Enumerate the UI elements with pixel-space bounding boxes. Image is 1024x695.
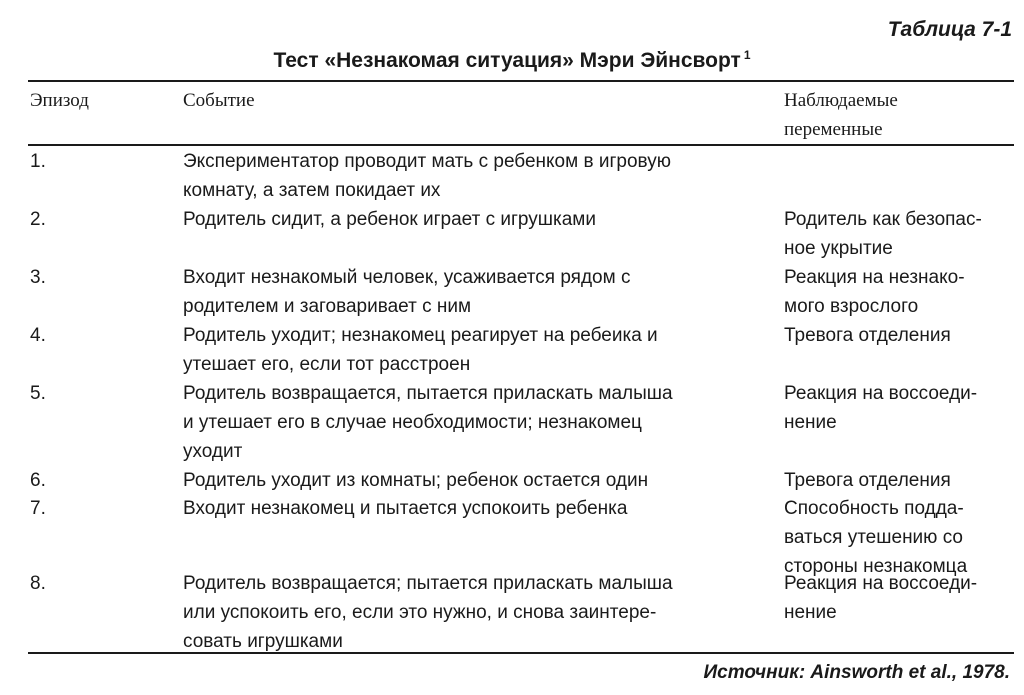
variables-cell <box>784 321 1014 350</box>
variables-line: Реакция на незнако- <box>784 267 965 288</box>
table-title-text: Тест «Незнакомая ситуация» Мэри Эйнсворт <box>273 49 741 72</box>
event-line: Родитель уходит; незнакомец реагирует на ребеика и <box>183 325 658 346</box>
variables-cell <box>784 379 1014 437</box>
event-line: Родитель возвращается, пытается приласкать малыша <box>183 383 673 404</box>
event-cell <box>183 379 743 466</box>
variables-cell <box>784 466 1014 495</box>
title-footnote-mark: 1 <box>743 48 751 62</box>
top-rule <box>28 80 1014 82</box>
episode-cell: 7. <box>30 498 46 519</box>
event-line: Экспериментатор проводит мать с ребенком в игровую <box>183 151 671 172</box>
episode-cell: 3. <box>30 267 46 288</box>
variables-cell <box>784 205 1014 263</box>
episode-cell: 8. <box>30 573 46 594</box>
event-cell <box>183 569 743 656</box>
table-title <box>0 48 1024 73</box>
bottom-rule <box>28 652 1014 654</box>
event-line: Входит незнакомец и пытается успокоить ребенка <box>183 498 628 519</box>
variables-line: ное укрытие <box>784 238 893 259</box>
variables-cell <box>784 263 1014 321</box>
event-line: Родитель сидит, а ребенок играет с игрушками <box>183 209 596 230</box>
event-line: утешает его, если тот расстроен <box>183 354 471 375</box>
event-cell <box>183 205 743 234</box>
variables-line: ваться утешению со <box>784 527 963 548</box>
variables-line: мого взрослого <box>784 296 919 317</box>
event-line: Родитель уходит из комнаты; ребенок остается один <box>183 470 649 491</box>
variables-line: Тревога отделения <box>784 325 951 346</box>
episode-cell: 5. <box>30 383 46 404</box>
event-line: комнату, а затем покидает их <box>183 180 441 201</box>
variables-line: нение <box>784 602 837 623</box>
event-line: Входит незнакомый человек, усаживается рядом с <box>183 267 631 288</box>
episode-cell: 1. <box>30 151 46 172</box>
event-line: или успокоить его, если это нужно, и снова заинтере- <box>183 602 657 623</box>
event-line: родителем и заговаривает с ним <box>183 296 472 317</box>
variables-line: Реакция на воссоеди- <box>784 573 978 594</box>
event-cell <box>183 263 743 321</box>
event-cell <box>183 466 743 495</box>
episode-cell: 4. <box>30 325 46 346</box>
event-line: Родитель возвращается; пытается приласкать малыша <box>183 573 673 594</box>
header-episode: Эпизод <box>30 90 89 111</box>
variables-line: Тревога отделения <box>784 470 951 491</box>
variables-cell <box>784 494 1014 581</box>
header-event: Событие <box>183 90 255 111</box>
header-rule <box>28 144 1014 146</box>
variables-line: Реакция на воссоеди- <box>784 383 978 404</box>
event-line: совать игрушками <box>183 631 343 652</box>
variables-line: стороны незнакомца <box>784 556 968 577</box>
episode-cell: 6. <box>30 470 46 491</box>
variables-line: Родитель как безопас- <box>784 209 982 230</box>
header-variables-line: Наблюдаемые <box>784 90 898 111</box>
event-cell <box>183 494 743 523</box>
variables-cell <box>784 569 1014 627</box>
event-cell <box>183 147 743 205</box>
source-note: Источник: Ainsworth et al., 1978. <box>703 662 1010 683</box>
variables-line: Способность подда- <box>784 498 964 519</box>
table-number: Таблица 7-1 <box>887 18 1012 41</box>
episode-cell: 2. <box>30 209 46 230</box>
event-line: уходит <box>183 441 243 462</box>
event-cell <box>183 321 743 379</box>
header-variables <box>784 86 1014 144</box>
variables-line: нение <box>784 412 837 433</box>
event-line: и утешает его в случае необходимости; незнакомец <box>183 412 642 433</box>
header-variables-line: переменные <box>784 119 883 140</box>
